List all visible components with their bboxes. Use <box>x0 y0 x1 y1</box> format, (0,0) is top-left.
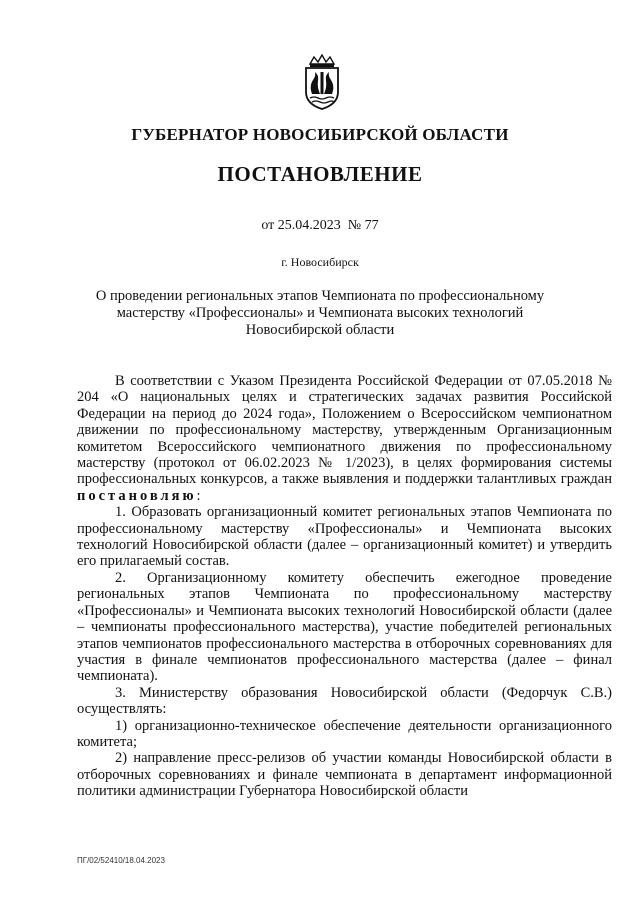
document-subject: О проведении региональных этапов Чемпионата по профессиональному мастерству «Профессионалы» и Чемпионата высоких технологий Новосибирской области <box>95 288 545 338</box>
document-type: ПОСТАНОВЛЕНИЕ <box>217 162 423 186</box>
document-code: ПГ/02/52410/18.04.2023 <box>77 856 165 865</box>
item-3: 3. Министерству образования Новосибирской области (Федорчук С.В.) осуществлять: <box>77 684 612 718</box>
preamble-paragraph <box>77 373 612 504</box>
item-3-subitem-2: 2) направление пресс-релизов об участии команды Новосибирской области в отборочных соревнованиях и финале чемпионата в департамент информационной политики администрации Губернатора Новосибирской области <box>77 750 612 800</box>
item-2: 2. Организационному комитету обеспечить ежегодное проведение региональных этапов Чемпионата по профессиональному мастерству «Профессионалы» и Чемпионата высоких технологий Новосибирской области (далее – чемпионаты профессионального мастерства), участие победителей региональных этапов чемпионатов профессионального мастерства в отборочных соревнованиях для участия в финале чемпионатов профессионального мастерства (далее – финал чемпионата). <box>77 569 612 685</box>
issuing-authority: ГУБЕРНАТОР НОВОСИБИРСКОЙ ОБЛАСТИ <box>131 125 509 144</box>
decree-colon: : <box>196 487 201 504</box>
document-body <box>77 373 612 800</box>
item-3-subitem-1: 1) организационно-техническое обеспечение деятельности организационного комитета; <box>77 717 612 750</box>
date-and-number: от 25.04.2023 № 77 <box>261 218 379 233</box>
coat-of-arms-icon <box>300 54 344 110</box>
decree-word: постановляю <box>77 487 197 504</box>
city: г. Новосибирск <box>281 255 359 269</box>
preamble-text: В соответствии с Указом Президента Российской Федерации от 07.05.2018 № 204 «О национальных целях и стратегических задачах развития Российской Федерации на период до 2024 года», Положением о Всероссийском чемпионатном движении по профессиональному мастерству, утвержденным Организационным комитетом Всероссийского чемпионатного движения по профессиональному мастерству (протокол от 06.02.2023 № 1/2023), в целях формирования системы профессиональных конкурсов, а также выявления и поддержки талантливых граждан <box>77 373 612 488</box>
item-1: 1. Образовать организационный комитет региональных этапов Чемпионата по профессиональному мастерству «Профессионалы» и Чемпионата высоких технологий Новосибирской области (далее – организационный комитет) и утвердить его прилагаемый состав. <box>77 504 612 570</box>
